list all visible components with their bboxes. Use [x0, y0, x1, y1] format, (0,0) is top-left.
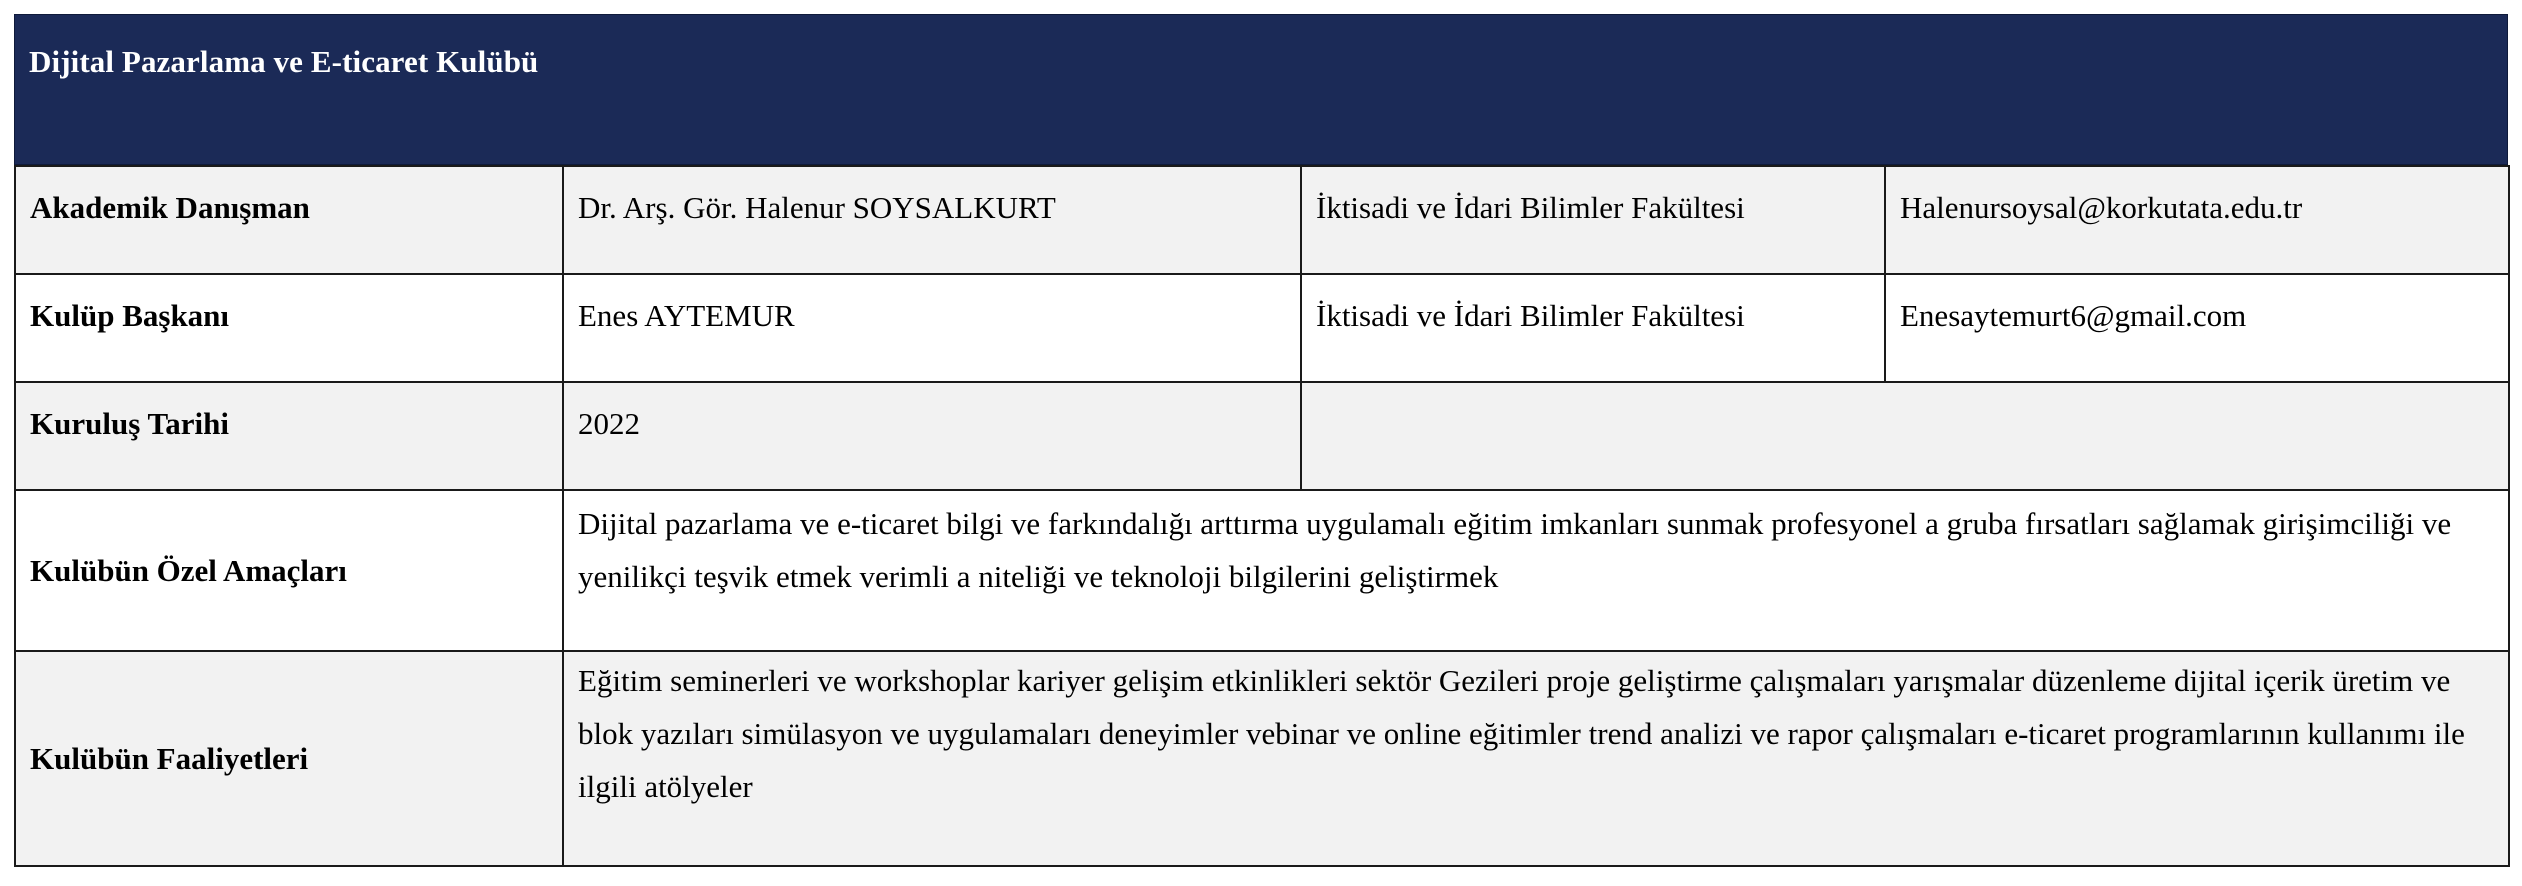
activities-row — [15, 651, 2509, 866]
president-name: Enes AYTEMUR — [563, 274, 1301, 382]
advisor-label: Akademik Danışman — [15, 166, 563, 274]
goals-row — [15, 490, 2509, 651]
advisor-row — [15, 166, 2509, 274]
advisor-faculty: İktisadi ve İdari Bilimler Fakültesi — [1301, 166, 1885, 274]
president-row — [15, 274, 2509, 382]
club-info-table — [14, 165, 2510, 867]
activities-value: Eğitim seminerleri ve workshoplar kariyer gelişim etkinlikleri sektör Gezileri proje geliştirme çalışmaları yarışmalar düzenleme dijital içerik üretim ve blok yazıları simülasyon ve uygulamaları deneyimler vebinar ve online eğitimler trend analizi ve rapor çalışmaları e-ticaret programlarının kullanımı ile ilgili atölyeler — [563, 651, 2509, 866]
founded-label: Kuruluş Tarihi — [15, 382, 563, 490]
president-faculty: İktisadi ve İdari Bilimler Fakültesi — [1301, 274, 1885, 382]
goals-label: Kulübün Özel Amaçları — [15, 490, 563, 651]
goals-value: Dijital pazarlama ve e-ticaret bilgi ve farkındalığı arttırma uygulamalı eğitim imkanları sunmak profesyonel a gruba fırsatları sağlamak girişimciliği ve yenilikçi teşvik etmek verimli a niteliği ve teknoloji bilgilerini geliştirmek — [563, 490, 2509, 651]
club-title: Dijital Pazarlama ve E-ticaret Kulübü — [29, 44, 539, 79]
advisor-email: Halenursoysal@korkutata.edu.tr — [1885, 166, 2509, 274]
president-email: Enesaytemurt6@gmail.com — [1885, 274, 2509, 382]
president-label: Kulüp Başkanı — [15, 274, 563, 382]
founded-empty-cell — [1301, 382, 2509, 490]
activities-label: Kulübün Faaliyetleri — [15, 651, 563, 866]
club-info-document — [14, 14, 2508, 867]
founded-row — [15, 382, 2509, 490]
header-banner — [14, 14, 2508, 165]
founded-value: 2022 — [563, 382, 1301, 490]
advisor-name: Dr. Arş. Gör. Halenur SOYSALKURT — [563, 166, 1301, 274]
